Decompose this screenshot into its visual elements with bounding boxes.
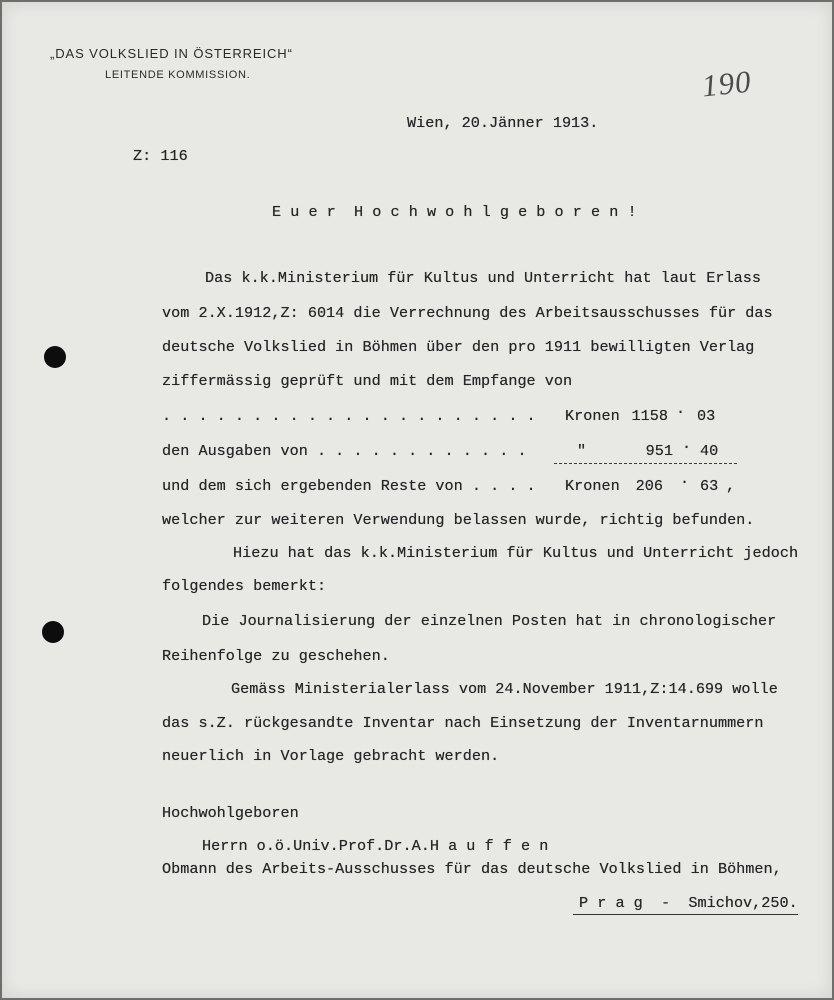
ledger-trailing-comma: , [726, 477, 736, 495]
sum-underline [554, 463, 737, 464]
ledger-label: und dem sich ergebenden Reste von . . . . [162, 477, 536, 495]
body-line: ziffermässig geprüft und mit dem Empfange von [162, 372, 573, 390]
addressee-salutation: Hochwohlgeboren [162, 804, 299, 822]
ledger-label: . . . . . . . . . . . . . . . . . . . . . [162, 407, 536, 425]
addressee-name: Herrn o.ö.Univ.Prof.Dr.A.H a u f f e n [202, 837, 549, 855]
body-line: Die Journalisierung der einzelnen Posten hat in chronologischer [202, 612, 777, 630]
ledger-amount-whole: 951 [645, 442, 673, 460]
ledger-amount-separator: · [682, 438, 692, 456]
ledger-amount-fraction: 40 [700, 442, 719, 460]
body-line: welcher zur weiteren Verwendung belassen wurde, richtig befunden. [162, 511, 755, 529]
body-line: Hiezu hat das k.k.Ministerium für Kultus und Unterricht jedoch [233, 544, 799, 562]
ledger-amount-fraction: 63 [700, 477, 719, 495]
addressee-title: Obmann des Arbeits-Ausschusses für das deutsche Volkslied in Böhmen, [162, 860, 782, 878]
body-line: Das k.k.Ministerium für Kultus und Unterricht hat laut Erlass [205, 269, 761, 287]
date-line: Wien, 20.Jänner 1913. [407, 114, 599, 132]
ledger-label: den Ausgaben von . . . . . . . . . . . . [162, 442, 527, 460]
body-line: folgendes bemerkt: [162, 577, 327, 595]
letterhead-committee: LEITENDE KOMMISSION. [105, 69, 251, 81]
body-line: Gemäss Ministerialerlass vom 24.November 1911,Z:14.699 wolle [231, 680, 778, 698]
ledger-amount-whole: 1158 [631, 407, 668, 425]
ledger-ditto-mark: " [577, 442, 587, 460]
punch-hole-lower [42, 621, 64, 643]
ledger-amount-fraction: 03 [697, 407, 716, 425]
body-line: das s.Z. rückgesandte Inventar nach Einsetzung der Inventarnummern [162, 714, 764, 732]
ledger-amount-separator: · [676, 403, 686, 421]
address-underline [573, 914, 798, 915]
body-line: Reihenfolge zu geschehen. [162, 647, 390, 665]
punch-hole-upper [44, 346, 66, 368]
salutation: E u e r H o c h w o h l g e b o r e n ! [272, 203, 637, 221]
ledger-unit: Kronen [565, 407, 620, 425]
ledger-unit: Kronen [565, 477, 620, 495]
body-line: vom 2.X.1912,Z: 6014 die Verrechnung des Arbeitsausschusses für das [162, 304, 773, 322]
body-line: deutsche Volkslied in Böhmen über den pro 1911 bewilligten Verlag [162, 338, 755, 356]
ledger-amount-separator: · [680, 473, 690, 491]
ledger-amount-whole: 206 [635, 477, 663, 495]
body-line: neuerlich in Vorlage gebracht werden. [162, 747, 500, 765]
reference-number: Z: 116 [133, 147, 188, 165]
addressee-address: P r a g - Smichov,250. [579, 894, 798, 912]
letterhead-organization: „DAS VOLKSLIED IN ÖSTERREICH“ [50, 46, 293, 61]
handwritten-archive-number: 190 [700, 63, 754, 104]
